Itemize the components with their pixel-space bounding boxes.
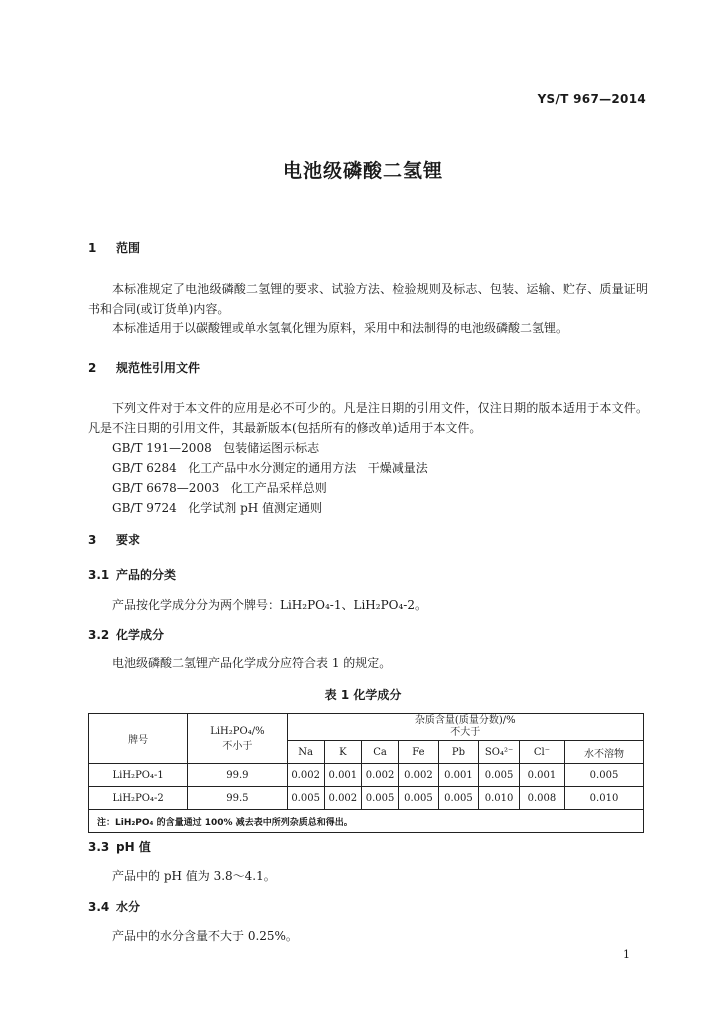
section-3-2-text: 电池级磷酸二氢锂产品化学成分应符合表 1 的规定。 (112, 656, 392, 670)
section-title: 要求 (116, 533, 141, 547)
cell-grade: LiH₂PO₄-2 (89, 787, 188, 810)
page-number: 1 (623, 948, 630, 961)
cell-value: 0.001 (519, 764, 564, 787)
section-number: 1 (88, 241, 97, 255)
cell-value: 0.005 (479, 764, 520, 787)
cell-grade: LiH₂PO₄-1 (89, 764, 188, 787)
section-3-1-heading (88, 566, 176, 583)
section-3-3-text: 产品中的 pH 值为 3.8～4.1。 (112, 869, 276, 883)
reference-item: GB/T 6284 化工产品中水分测定的通用方法 干燥减量法 (112, 461, 428, 475)
standard-code: YS/T 967—2014 (537, 92, 646, 106)
cell-value: 0.005 (399, 787, 438, 810)
cell-value: 0.008 (519, 787, 564, 810)
section-title: 范围 (116, 241, 141, 255)
section-number: 3 (88, 533, 97, 547)
section-title: 规范性引用文件 (116, 361, 201, 375)
header-impurity (287, 714, 643, 741)
cell-value: 0.010 (564, 787, 643, 810)
header-grade: 牌号 (89, 714, 188, 764)
reference-item: GB/T 9724 化学试剂 pH 值测定通则 (112, 501, 323, 515)
table-row (89, 764, 644, 787)
section-number: 3.1 (88, 568, 110, 582)
table-caption: 表 1 化学成分 (324, 688, 402, 702)
header-main-content (188, 714, 287, 764)
section-3-4-text: 产品中的水分含量不大于 0.25%。 (112, 929, 298, 943)
cell-value: 0.001 (438, 764, 479, 787)
header-main-label: LiH₂PO₄/% (210, 725, 265, 737)
section-number: 3.4 (88, 900, 110, 914)
cell-main: 99.5 (188, 787, 287, 810)
section-title: 化学成分 (116, 628, 165, 642)
cell-value: 0.002 (324, 787, 361, 810)
header-impurity-label: 杂质含量(质量分数)/% (414, 715, 516, 726)
header-element: 水不溶物 (564, 741, 643, 764)
section-2-heading (88, 359, 200, 376)
section-3-heading (88, 531, 140, 548)
cell-value: 0.001 (324, 764, 361, 787)
chemical-composition-table (88, 713, 644, 833)
header-element: Cl⁻ (519, 741, 564, 764)
section-1-paragraph-1: 本标准规定了电池级磷酸二氢锂的要求、试验方法、检验规则及标志、包装、运输、贮存、质量证明书和合同(或订货单)内容。 (88, 282, 648, 316)
cell-value: 0.010 (479, 787, 520, 810)
header-main-limit: 不小于 (222, 740, 253, 752)
section-1-paragraph-2: 本标准适用于以碳酸锂或单水氢氧化锂为原料，采用中和法制得的电池级磷酸二氢锂。 (112, 321, 569, 335)
section-number: 2 (88, 361, 97, 375)
document-title: 电池级磷酸二氢锂 (282, 160, 443, 182)
cell-value: 0.002 (287, 764, 324, 787)
section-3-2-heading (88, 626, 164, 643)
cell-value: 0.005 (438, 787, 479, 810)
cell-value: 0.005 (564, 764, 643, 787)
section-title: 产品的分类 (116, 568, 177, 582)
section-title: 水分 (116, 900, 141, 914)
header-element: K (324, 741, 361, 764)
cell-value: 0.005 (361, 787, 398, 810)
table-row (89, 787, 644, 810)
section-3-3-heading (88, 838, 151, 855)
section-2-paragraph: 下列文件对于本文件的应用是必不可少的。凡是注日期的引用文件，仅注日期的版本适用于本文件。凡是不注日期的引用文件，其最新版本(包括所有的修改单)适用于本文件。 (88, 401, 648, 435)
section-title: pH 值 (116, 840, 151, 854)
header-element: Fe (399, 741, 438, 764)
cell-value: 0.002 (399, 764, 438, 787)
header-element: Ca (361, 741, 398, 764)
header-element: Na (287, 741, 324, 764)
section-3-4-heading (88, 898, 140, 915)
section-number: 3.2 (88, 628, 110, 642)
section-1-heading (88, 239, 140, 256)
header-element: SO₄²⁻ (479, 741, 520, 764)
table-note: 注：LiH₂PO₄ 的含量通过 100% 减去表中所列杂质总和得出。 (89, 810, 644, 833)
cell-main: 99.9 (188, 764, 287, 787)
header-element: Pb (438, 741, 479, 764)
section-number: 3.3 (88, 840, 110, 854)
reference-item: GB/T 191—2008 包装储运图示标志 (112, 441, 320, 455)
cell-value: 0.002 (361, 764, 398, 787)
header-impurity-limit: 不大于 (450, 727, 481, 738)
reference-item: GB/T 6678—2003 化工产品采样总则 (112, 481, 327, 495)
cell-value: 0.005 (287, 787, 324, 810)
section-3-1-text: 产品按化学成分分为两个牌号：LiH₂PO₄-1、LiH₂PO₄-2。 (112, 598, 427, 612)
